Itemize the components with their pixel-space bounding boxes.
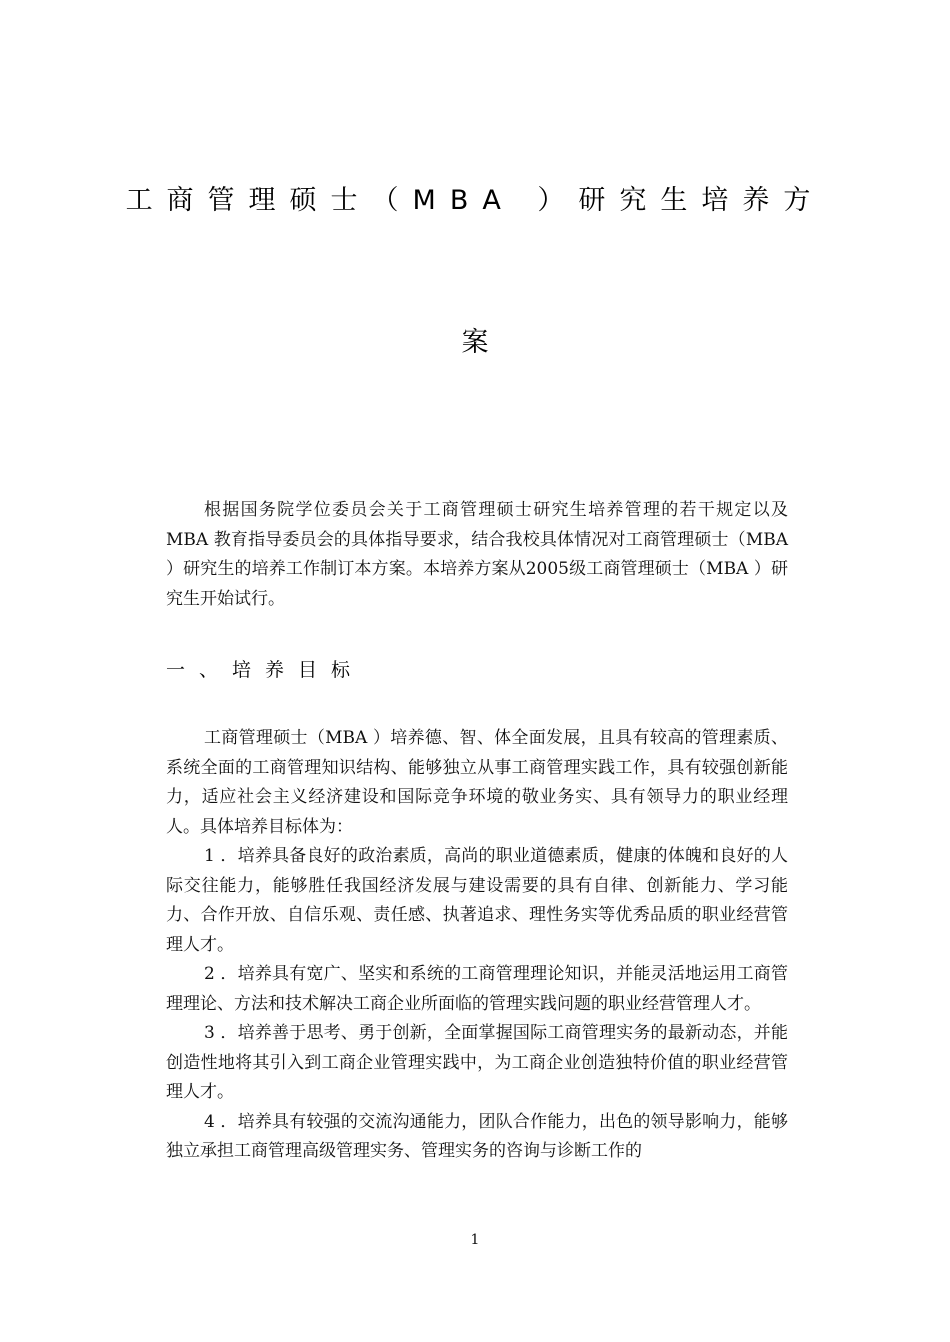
section-heading: 一、培养目标 (166, 659, 365, 681)
body-paragraph: 2 ．培养具有宽广、坚实和系统的工商管理理论知识，并能灵活地运用工商管理理论、方法和技术解决工商企业所面临的管理实践问题的职业经营管理人才。 (166, 964, 788, 1014)
body-paragraph: 3 ．培养善于思考、勇于创新，全面掌握国际工商管理实务的最新动态，并能创造性地将其引入到工商企业管理实践中，为工商企业创造独特价值的职业经营管理人才。 (166, 1023, 788, 1102)
document-title-line2: 案 (461, 327, 489, 358)
intro-paragraph: 根据国务院学位委员会关于工商管理硕士研究生培养管理的若干规定以及MBA 教育指导委员会的具体指导要求，结合我校具体情况对工商管理硕士（MBA ）研究生的培养工作制订本方案。本培养方案从2005级工商管理硕士（MBA ）研究生开始试行。 (166, 500, 788, 609)
body-paragraph: 1 ．培养具备良好的政治素质，高尚的职业道德素质，健康的体魄和良好的人际交往能力，能够胜任我国经济发展与建设需要的具有自律、创新能力、学习能力、合作开放、自信乐观、责任感、执著追求、理性务实等优秀品质的职业经营管理人才。 (166, 846, 788, 955)
page-number: 1 (470, 1232, 480, 1248)
document-title-line1: 工商管理硕士（MBA ）研究生培养方 (125, 185, 825, 216)
body-paragraph: 工商管理硕士（MBA ）培养德、智、体全面发展，且具有较高的管理素质、系统全面的工商管理知识结构、能够独立从事工商管理实践工作，具有较强创新能力，适应社会主义经济建设和国际竞争环境的敬业务实、具有领导力的职业经理人。具体培养目标体为： (166, 728, 788, 837)
section-body (166, 724, 788, 1167)
body-paragraph: 4 ．培养具有较强的交流沟通能力，团队合作能力，出色的领导影响力，能够独立承担工商管理高级管理实务、管理实务的咨询与诊断工作的 (166, 1111, 788, 1161)
